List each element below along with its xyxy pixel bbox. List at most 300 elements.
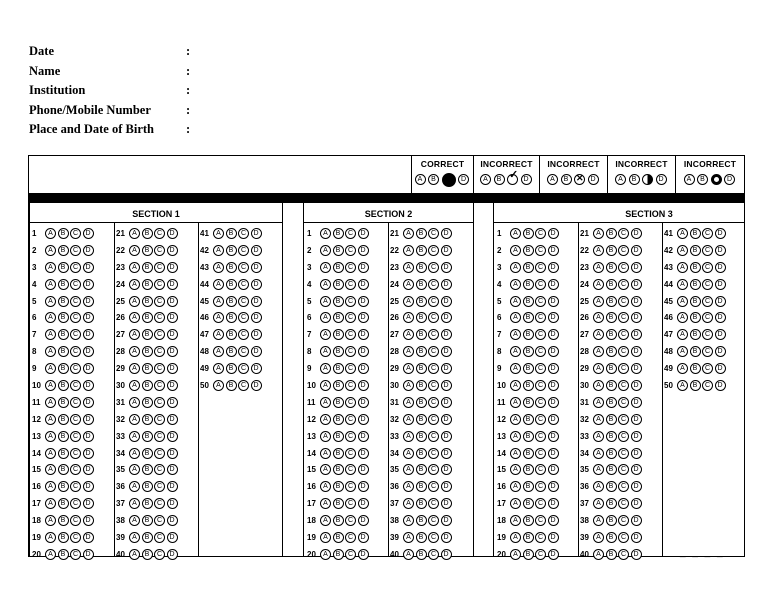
option-bubble[interactable]: D — [441, 346, 452, 357]
option-bubble[interactable]: D — [441, 532, 452, 543]
option-bubble[interactable]: C — [70, 448, 81, 459]
option-bubble[interactable]: A — [45, 464, 56, 475]
option-bubble[interactable]: C — [428, 262, 439, 273]
option-bubble[interactable]: A — [320, 346, 331, 357]
option-bubble[interactable]: D — [358, 312, 369, 323]
option-bubble[interactable]: A — [403, 363, 414, 374]
option-bubble[interactable]: B — [606, 279, 617, 290]
option-bubble[interactable]: B — [333, 532, 344, 543]
option-bubble[interactable]: A — [129, 329, 140, 340]
option-bubble[interactable]: C — [70, 279, 81, 290]
option-bubble[interactable]: B — [226, 228, 237, 239]
option-bubble[interactable]: A — [320, 464, 331, 475]
option-bubble[interactable]: C — [345, 262, 356, 273]
option-bubble[interactable]: B — [523, 397, 534, 408]
option-bubble[interactable]: C — [345, 312, 356, 323]
option-bubble[interactable]: D — [358, 532, 369, 543]
option-bubble[interactable]: D — [83, 363, 94, 374]
option-bubble[interactable]: C — [345, 414, 356, 425]
option-bubble[interactable]: C — [70, 312, 81, 323]
option-bubble[interactable]: C — [345, 228, 356, 239]
option-bubble[interactable]: C — [154, 414, 165, 425]
option-bubble[interactable]: B — [416, 346, 427, 357]
option-bubble[interactable]: A — [403, 380, 414, 391]
option-bubble[interactable]: A — [510, 414, 521, 425]
option-bubble[interactable]: A — [593, 262, 604, 273]
option-bubble[interactable]: B — [523, 279, 534, 290]
option-bubble[interactable]: D — [167, 431, 178, 442]
option-bubble[interactable]: B — [416, 380, 427, 391]
option-bubble[interactable]: B — [416, 448, 427, 459]
option-bubble[interactable]: B — [606, 515, 617, 526]
option-bubble[interactable]: D — [441, 481, 452, 492]
option-bubble[interactable]: B — [142, 549, 153, 560]
option-bubble[interactable]: D — [83, 262, 94, 273]
option-bubble[interactable]: C — [70, 498, 81, 509]
option-bubble[interactable]: D — [251, 363, 262, 374]
option-bubble[interactable]: D — [441, 397, 452, 408]
option-bubble[interactable]: D — [167, 481, 178, 492]
option-bubble[interactable]: A — [320, 380, 331, 391]
option-bubble[interactable]: D — [83, 431, 94, 442]
option-bubble[interactable]: A — [45, 414, 56, 425]
option-bubble[interactable]: B — [142, 279, 153, 290]
option-bubble[interactable]: D — [631, 245, 642, 256]
option-bubble[interactable]: D — [631, 532, 642, 543]
option-bubble[interactable]: C — [345, 481, 356, 492]
option-bubble[interactable]: B — [142, 431, 153, 442]
option-bubble[interactable]: D — [441, 296, 452, 307]
option-bubble[interactable]: A — [510, 346, 521, 357]
option-bubble[interactable]: B — [606, 532, 617, 543]
option-bubble[interactable]: B — [333, 464, 344, 475]
option-bubble[interactable]: D — [83, 414, 94, 425]
option-bubble[interactable]: D — [251, 380, 262, 391]
option-bubble[interactable]: A — [510, 262, 521, 273]
option-bubble[interactable]: B — [58, 549, 69, 560]
option-bubble[interactable]: C — [702, 380, 713, 391]
option-bubble[interactable]: A — [45, 245, 56, 256]
option-bubble[interactable]: D — [715, 329, 726, 340]
option-bubble[interactable]: D — [441, 245, 452, 256]
option-bubble[interactable]: C — [154, 262, 165, 273]
option-bubble[interactable]: B — [58, 397, 69, 408]
option-bubble[interactable]: C — [70, 346, 81, 357]
option-bubble[interactable]: D — [441, 228, 452, 239]
option-bubble[interactable]: D — [83, 498, 94, 509]
option-bubble[interactable]: D — [167, 262, 178, 273]
option-bubble[interactable]: B — [58, 498, 69, 509]
option-bubble[interactable]: C — [535, 481, 546, 492]
option-bubble[interactable]: D — [358, 414, 369, 425]
option-bubble[interactable]: C — [70, 481, 81, 492]
option-bubble[interactable]: B — [333, 346, 344, 357]
option-bubble[interactable]: C — [428, 549, 439, 560]
option-bubble[interactable]: D — [441, 414, 452, 425]
option-bubble[interactable]: A — [677, 346, 688, 357]
option-bubble[interactable]: C — [618, 296, 629, 307]
option-bubble[interactable]: B — [523, 448, 534, 459]
option-bubble[interactable]: A — [45, 481, 56, 492]
option-bubble[interactable]: A — [320, 245, 331, 256]
option-bubble[interactable]: C — [618, 515, 629, 526]
option-bubble[interactable]: A — [403, 464, 414, 475]
option-bubble[interactable]: D — [251, 262, 262, 273]
option-bubble[interactable]: A — [45, 532, 56, 543]
option-bubble[interactable]: A — [129, 245, 140, 256]
option-bubble[interactable]: B — [226, 380, 237, 391]
option-bubble[interactable]: D — [441, 279, 452, 290]
option-bubble[interactable]: A — [403, 346, 414, 357]
option-bubble[interactable]: B — [333, 481, 344, 492]
option-bubble[interactable]: B — [333, 414, 344, 425]
option-bubble[interactable]: A — [213, 279, 224, 290]
option-bubble[interactable]: B — [523, 481, 534, 492]
option-bubble[interactable]: C — [428, 312, 439, 323]
option-bubble[interactable]: B — [523, 414, 534, 425]
option-bubble[interactable]: B — [142, 346, 153, 357]
option-bubble[interactable]: B — [523, 228, 534, 239]
option-bubble[interactable]: B — [523, 464, 534, 475]
option-bubble[interactable]: D — [358, 262, 369, 273]
option-bubble[interactable]: B — [416, 245, 427, 256]
option-bubble[interactable]: A — [129, 515, 140, 526]
option-bubble[interactable]: C — [154, 346, 165, 357]
option-bubble[interactable]: D — [83, 245, 94, 256]
option-bubble[interactable]: D — [715, 346, 726, 357]
option-bubble[interactable]: A — [510, 481, 521, 492]
option-bubble[interactable]: A — [510, 464, 521, 475]
option-bubble[interactable]: B — [690, 262, 701, 273]
option-bubble[interactable]: D — [251, 228, 262, 239]
option-bubble[interactable]: B — [142, 448, 153, 459]
option-bubble[interactable]: B — [226, 346, 237, 357]
option-bubble[interactable]: A — [593, 363, 604, 374]
option-bubble[interactable]: A — [45, 363, 56, 374]
option-bubble[interactable]: C — [345, 380, 356, 391]
option-bubble[interactable]: A — [677, 228, 688, 239]
option-bubble[interactable]: C — [702, 346, 713, 357]
option-bubble[interactable]: B — [606, 363, 617, 374]
option-bubble[interactable]: C — [618, 481, 629, 492]
option-bubble[interactable]: D — [715, 245, 726, 256]
option-bubble[interactable]: D — [358, 296, 369, 307]
option-bubble[interactable]: A — [45, 296, 56, 307]
option-bubble[interactable]: D — [83, 549, 94, 560]
option-bubble[interactable]: C — [70, 515, 81, 526]
option-bubble[interactable]: D — [358, 481, 369, 492]
option-bubble[interactable]: C — [154, 515, 165, 526]
option-bubble[interactable]: C — [618, 262, 629, 273]
option-bubble[interactable]: A — [510, 498, 521, 509]
option-bubble[interactable]: B — [416, 532, 427, 543]
option-bubble[interactable]: D — [83, 464, 94, 475]
option-bubble[interactable]: D — [441, 262, 452, 273]
option-bubble[interactable]: D — [83, 532, 94, 543]
option-bubble[interactable]: C — [618, 363, 629, 374]
option-bubble[interactable]: C — [238, 245, 249, 256]
option-bubble[interactable]: B — [606, 448, 617, 459]
option-bubble[interactable]: C — [535, 296, 546, 307]
option-bubble[interactable]: C — [154, 448, 165, 459]
option-bubble[interactable]: D — [358, 498, 369, 509]
option-bubble[interactable]: B — [416, 549, 427, 560]
option-bubble[interactable]: C — [154, 380, 165, 391]
option-bubble[interactable]: D — [441, 515, 452, 526]
option-bubble[interactable]: B — [333, 279, 344, 290]
option-bubble[interactable]: A — [593, 431, 604, 442]
option-bubble[interactable]: D — [715, 380, 726, 391]
option-bubble[interactable]: D — [167, 532, 178, 543]
option-bubble[interactable]: B — [58, 515, 69, 526]
option-bubble[interactable]: C — [154, 481, 165, 492]
option-bubble[interactable]: D — [548, 549, 559, 560]
option-bubble[interactable]: D — [631, 262, 642, 273]
option-bubble[interactable]: C — [345, 296, 356, 307]
option-bubble[interactable]: A — [45, 397, 56, 408]
option-bubble[interactable]: B — [416, 464, 427, 475]
option-bubble[interactable]: D — [167, 296, 178, 307]
option-bubble[interactable]: A — [320, 228, 331, 239]
option-bubble[interactable]: B — [58, 448, 69, 459]
option-bubble[interactable]: A — [45, 312, 56, 323]
option-bubble[interactable]: A — [320, 397, 331, 408]
option-bubble[interactable]: A — [129, 464, 140, 475]
option-bubble[interactable]: C — [428, 329, 439, 340]
option-bubble[interactable]: C — [345, 279, 356, 290]
option-bubble[interactable]: B — [606, 329, 617, 340]
option-bubble[interactable]: C — [238, 329, 249, 340]
option-bubble[interactable]: D — [358, 464, 369, 475]
option-bubble[interactable]: D — [631, 296, 642, 307]
option-bubble[interactable]: D — [631, 346, 642, 357]
option-bubble[interactable]: B — [333, 262, 344, 273]
option-bubble[interactable]: C — [702, 329, 713, 340]
option-bubble[interactable]: B — [606, 481, 617, 492]
option-bubble[interactable]: C — [702, 296, 713, 307]
option-bubble[interactable]: A — [129, 279, 140, 290]
option-bubble[interactable]: A — [129, 228, 140, 239]
option-bubble[interactable]: B — [142, 329, 153, 340]
option-bubble[interactable]: A — [403, 532, 414, 543]
option-bubble[interactable]: D — [251, 346, 262, 357]
option-bubble[interactable]: A — [677, 312, 688, 323]
option-bubble[interactable]: A — [510, 363, 521, 374]
option-bubble[interactable]: C — [702, 363, 713, 374]
option-bubble[interactable]: B — [226, 296, 237, 307]
option-bubble[interactable]: C — [70, 363, 81, 374]
option-bubble[interactable]: B — [333, 329, 344, 340]
option-bubble[interactable]: A — [320, 532, 331, 543]
option-bubble[interactable]: A — [129, 431, 140, 442]
option-bubble[interactable]: D — [548, 228, 559, 239]
option-bubble[interactable]: C — [535, 515, 546, 526]
option-bubble[interactable]: B — [58, 532, 69, 543]
option-bubble[interactable]: C — [345, 515, 356, 526]
option-bubble[interactable]: A — [320, 279, 331, 290]
option-bubble[interactable]: B — [333, 296, 344, 307]
option-bubble[interactable]: B — [226, 363, 237, 374]
option-bubble[interactable]: C — [154, 532, 165, 543]
option-bubble[interactable]: A — [677, 296, 688, 307]
option-bubble[interactable]: C — [238, 346, 249, 357]
option-bubble[interactable]: B — [416, 312, 427, 323]
option-bubble[interactable]: B — [523, 380, 534, 391]
option-bubble[interactable]: B — [523, 312, 534, 323]
option-bubble[interactable]: C — [428, 532, 439, 543]
option-bubble[interactable]: C — [428, 431, 439, 442]
option-bubble[interactable]: A — [510, 448, 521, 459]
option-bubble[interactable]: A — [677, 380, 688, 391]
option-bubble[interactable]: D — [251, 245, 262, 256]
option-bubble[interactable]: A — [45, 228, 56, 239]
option-bubble[interactable]: D — [83, 448, 94, 459]
option-bubble[interactable]: A — [593, 481, 604, 492]
option-bubble[interactable]: A — [45, 515, 56, 526]
option-bubble[interactable]: D — [631, 448, 642, 459]
option-bubble[interactable]: A — [510, 329, 521, 340]
option-bubble[interactable]: D — [83, 329, 94, 340]
option-bubble[interactable]: B — [416, 262, 427, 273]
option-bubble[interactable]: C — [535, 312, 546, 323]
option-bubble[interactable]: D — [83, 279, 94, 290]
option-bubble[interactable]: A — [129, 312, 140, 323]
option-bubble[interactable]: C — [428, 228, 439, 239]
option-bubble[interactable]: C — [70, 329, 81, 340]
option-bubble[interactable]: C — [535, 228, 546, 239]
option-bubble[interactable]: D — [631, 498, 642, 509]
option-bubble[interactable]: B — [58, 481, 69, 492]
option-bubble[interactable]: A — [677, 245, 688, 256]
option-bubble[interactable]: B — [606, 431, 617, 442]
option-bubble[interactable]: D — [548, 363, 559, 374]
option-bubble[interactable]: B — [142, 498, 153, 509]
option-bubble[interactable]: D — [167, 346, 178, 357]
option-bubble[interactable]: D — [548, 329, 559, 340]
option-bubble[interactable]: B — [523, 329, 534, 340]
option-bubble[interactable]: B — [333, 498, 344, 509]
option-bubble[interactable]: B — [333, 549, 344, 560]
option-bubble[interactable]: B — [606, 498, 617, 509]
option-bubble[interactable]: D — [631, 431, 642, 442]
option-bubble[interactable]: D — [548, 448, 559, 459]
option-bubble[interactable]: A — [129, 296, 140, 307]
option-bubble[interactable]: A — [403, 312, 414, 323]
option-bubble[interactable]: B — [226, 279, 237, 290]
option-bubble[interactable]: B — [333, 515, 344, 526]
option-bubble[interactable]: C — [345, 448, 356, 459]
option-bubble[interactable]: D — [548, 498, 559, 509]
option-bubble[interactable]: D — [167, 279, 178, 290]
option-bubble[interactable]: C — [428, 464, 439, 475]
option-bubble[interactable]: A — [403, 329, 414, 340]
option-bubble[interactable]: C — [345, 346, 356, 357]
option-bubble[interactable]: C — [154, 228, 165, 239]
option-bubble[interactable]: B — [142, 532, 153, 543]
option-bubble[interactable]: B — [416, 228, 427, 239]
option-bubble[interactable]: B — [142, 464, 153, 475]
option-bubble[interactable]: C — [345, 397, 356, 408]
option-bubble[interactable]: A — [45, 549, 56, 560]
option-bubble[interactable]: B — [606, 245, 617, 256]
option-bubble[interactable]: B — [142, 228, 153, 239]
option-bubble[interactable]: D — [441, 329, 452, 340]
option-bubble[interactable]: B — [690, 228, 701, 239]
option-bubble[interactable]: C — [535, 329, 546, 340]
option-bubble[interactable]: D — [631, 549, 642, 560]
option-bubble[interactable]: B — [606, 464, 617, 475]
option-bubble[interactable]: B — [58, 245, 69, 256]
option-bubble[interactable]: A — [129, 346, 140, 357]
option-bubble[interactable]: D — [167, 228, 178, 239]
option-bubble[interactable]: B — [523, 431, 534, 442]
option-bubble[interactable]: C — [702, 312, 713, 323]
option-bubble[interactable]: B — [333, 363, 344, 374]
option-bubble[interactable]: C — [535, 448, 546, 459]
option-bubble[interactable]: A — [129, 380, 140, 391]
option-bubble[interactable]: D — [251, 329, 262, 340]
option-bubble[interactable]: A — [593, 279, 604, 290]
option-bubble[interactable]: B — [606, 380, 617, 391]
option-bubble[interactable]: D — [441, 312, 452, 323]
option-bubble[interactable]: C — [238, 363, 249, 374]
option-bubble[interactable]: B — [416, 481, 427, 492]
option-bubble[interactable]: B — [226, 262, 237, 273]
option-bubble[interactable]: A — [510, 245, 521, 256]
option-bubble[interactable]: C — [70, 262, 81, 273]
option-bubble[interactable]: B — [58, 228, 69, 239]
option-bubble[interactable]: D — [358, 431, 369, 442]
option-bubble[interactable]: C — [535, 245, 546, 256]
option-bubble[interactable]: A — [45, 498, 56, 509]
option-bubble[interactable]: D — [548, 532, 559, 543]
option-bubble[interactable]: A — [403, 515, 414, 526]
option-bubble[interactable]: A — [320, 549, 331, 560]
option-bubble[interactable]: A — [320, 329, 331, 340]
option-bubble[interactable]: A — [593, 498, 604, 509]
option-bubble[interactable]: B — [142, 296, 153, 307]
option-bubble[interactable]: B — [58, 296, 69, 307]
option-bubble[interactable]: A — [129, 532, 140, 543]
option-bubble[interactable]: D — [548, 262, 559, 273]
option-bubble[interactable]: A — [213, 296, 224, 307]
option-bubble[interactable]: D — [441, 448, 452, 459]
option-bubble[interactable]: B — [333, 228, 344, 239]
option-bubble[interactable]: A — [593, 414, 604, 425]
option-bubble[interactable]: C — [70, 549, 81, 560]
option-bubble[interactable]: C — [535, 279, 546, 290]
option-bubble[interactable]: B — [523, 296, 534, 307]
option-bubble[interactable]: C — [428, 481, 439, 492]
option-bubble[interactable]: B — [58, 279, 69, 290]
option-bubble[interactable]: C — [154, 549, 165, 560]
option-bubble[interactable]: B — [142, 397, 153, 408]
option-bubble[interactable]: D — [548, 245, 559, 256]
option-bubble[interactable]: D — [548, 346, 559, 357]
option-bubble[interactable]: C — [428, 498, 439, 509]
option-bubble[interactable]: C — [535, 262, 546, 273]
option-bubble[interactable]: B — [416, 329, 427, 340]
option-bubble[interactable]: A — [403, 549, 414, 560]
option-bubble[interactable]: C — [618, 228, 629, 239]
option-bubble[interactable]: B — [690, 363, 701, 374]
option-bubble[interactable]: A — [45, 329, 56, 340]
option-bubble[interactable]: D — [167, 549, 178, 560]
option-bubble[interactable]: A — [593, 312, 604, 323]
option-bubble[interactable]: A — [45, 431, 56, 442]
option-bubble[interactable]: B — [523, 346, 534, 357]
option-bubble[interactable]: D — [548, 481, 559, 492]
